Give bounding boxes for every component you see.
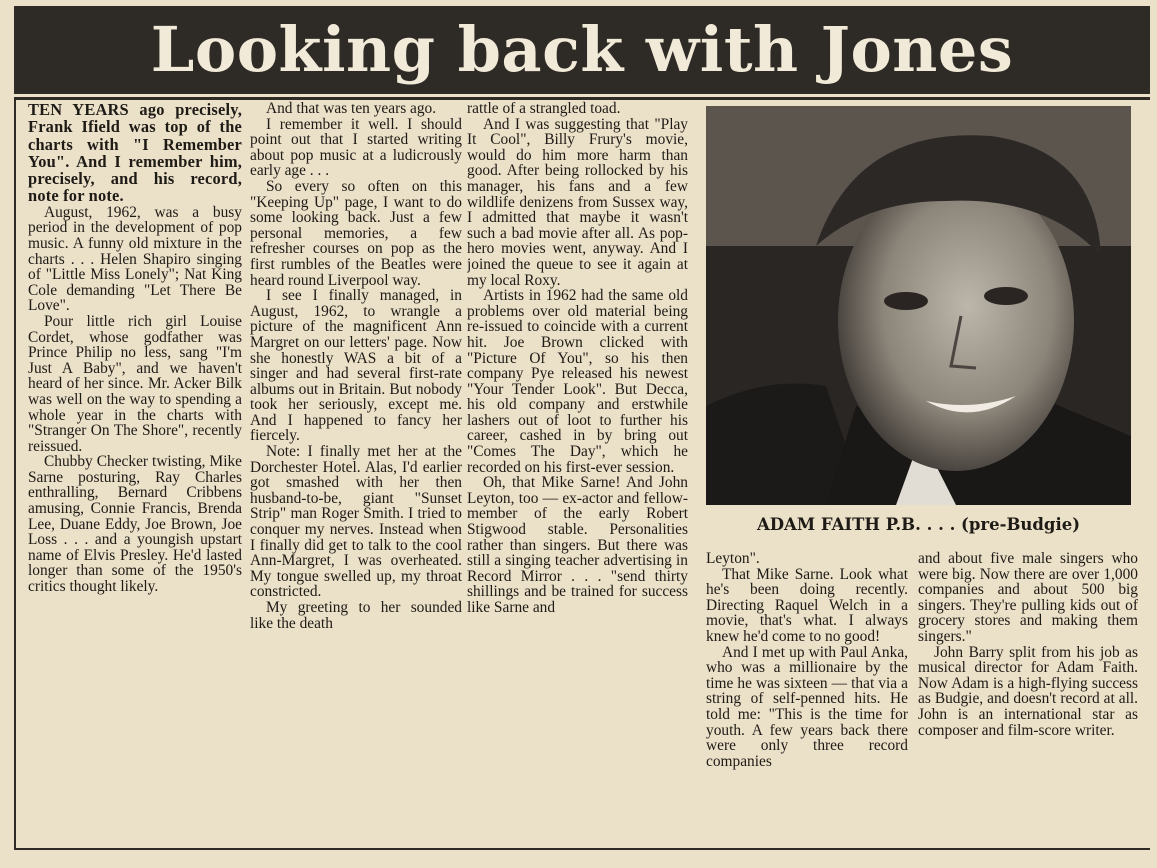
paragraph: My greeting to her sounded like the death (250, 599, 462, 632)
paragraph: Chubby Checker twisting, Mike Sarne posturing, Ray Charles enthralling, Bernard Cribbens amusing, Connie Francis, Brenda Lee, Duane Eddy, Joe Brown, Joe Loss . . . and a youngish upstart name of Elvis Presley. He'd lasted longer than some of the 1950's critics thought likely. (28, 453, 242, 596)
paragraph: John Barry split from his job as musical director for Adam Faith. Now Adam is a high-flying success as Budgie, and doesn't record at all. John is an international star as composer and film-score writer. (918, 643, 1138, 739)
paragraph: So every so often on this "Keeping Up" page, I want to do some looking back. Just a few personal memories, a few refresher courses on pop as the first rumbles of the Beatles were heard round Liverpool way. (250, 177, 462, 289)
paragraph: And that was ten years ago. (266, 101, 437, 117)
lead-paragraph: TEN YEARS ago precisely, Frank Ifield was top of the charts with "I Remember You". And I remember him, precisely, and his record, note for note. (28, 101, 242, 206)
column-3 (467, 101, 688, 841)
frame-left-rule (14, 100, 16, 850)
paragraph: And I was suggesting that "Play It Cool", Billy Frury's movie, would do him more harm than good. After being rollocked by his manager, his fans and a few wildlife denizens from Sussex way, I admitted that maybe it wasn't such a bad movie after all. As pop-hero movies went, anyway. And I joined the queue to see it again at my local Roxy. (467, 115, 688, 289)
column-1 (28, 101, 242, 841)
headline: Looking back with Jones (150, 13, 1014, 86)
column-5 (918, 551, 1138, 841)
paragraph: August, 1962, was a busy period in the development of pop music. A funny old mixture in the charts . . . Helen Shapiro singing of "Little Miss Lonely"; Nat King Cole demanding "Let There Be Love". (28, 203, 242, 315)
paragraph: Artists in 1962 had the same old problems over old material being re-issued to coincide with a current hit. Joe Brown clicked with "Picture Of You", so his then company Pye released his newest "Your Tender Look". But Decca, his old company and erstwhile lashers out of loot to further his career, cashed in by bring out "Comes The Day", which he recorded on his first-ever session. (467, 287, 688, 476)
headline-rule (14, 97, 1150, 100)
photo-caption: ADAM FAITH P.B. . . . (pre-Budgie) (756, 515, 1081, 534)
paragraph: Oh, that Mike Sarne! And John Leyton, too — ex-actor and fellow-member of the early Robert Stigwood stable. Personalities rather than singers. But there was still a singing teacher advertising in Record Mirror . . . "send thirty shillings and be trained for success like Sarne and (467, 474, 688, 616)
paragraph: Leyton". (706, 551, 760, 567)
paragraph: Note: I finally met her at the Dorchester Hotel. Alas, I'd earlier got smashed with her then husband-to-be, giant "Sunset Strip" man Roger Smith. I tried to conquer my nerves. Instead when I finally did get to talk to the cool Ann-Margret, I was overheated. My tongue swelled up, my throat constricted. (250, 443, 462, 601)
paragraph: Pour little rich girl Louise Cordet, whose godfather was Prince Philip no less, sang "I'm Just A Baby", and we haven't heard of her since. Mr. Acker Bilk was well on the way to spending a whole year in the charts with "Stranger On The Shore", recently reissued. (28, 312, 242, 455)
paragraph: I remember it well. I should point out that I started writing about pop music at a ludicrously early age . . . (250, 115, 462, 180)
paragraph: And I met up with Paul Anka, who was a millionaire by the time he was sixteen — that via a string of self-penned hits. He told me: "This is the time for youth. A few years back there were only three record companies (706, 643, 908, 770)
portrait-image (706, 106, 1131, 505)
paragraph: rattle of a strangled toad. (467, 101, 621, 117)
paragraph: I see I finally managed, in August, 1962, to wrangle a picture of the magnificent Ann Margret on our letters' page. Now she honestly WAS a bit of a singer and had several first-rate albums out in Britain. But nobody took her seriously, except me. And I happened to fancy her fiercely. (250, 287, 462, 445)
column-2 (250, 101, 462, 841)
paragraph: and about five male singers who were big. Now there are over 1,000 companies and about 500 big singers. They're pulling kids out of grocery stores and making them singers." (918, 551, 1138, 645)
headline-banner (14, 6, 1150, 94)
column-4 (706, 551, 908, 841)
paragraph: That Mike Sarne. Look what he's been doing recently. Directing Raquel Welch in a movie, that's what. I always knew he'd come to no good! (706, 565, 908, 645)
frame-bottom-rule (14, 848, 1150, 850)
portrait-photo (706, 106, 1131, 505)
